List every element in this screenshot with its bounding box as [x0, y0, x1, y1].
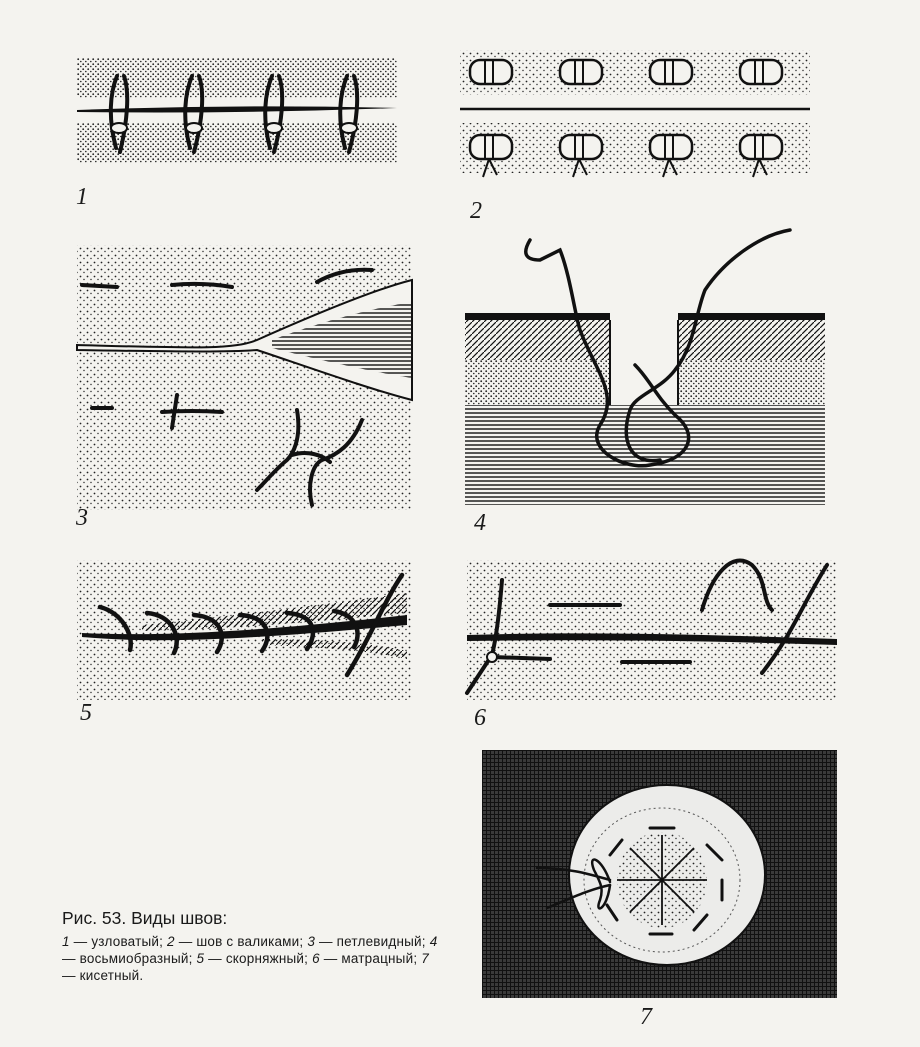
legend-num-2: 2 [167, 934, 175, 949]
figure-7-purse-string-suture [482, 750, 842, 1002]
legend-num-1: 1 [62, 934, 70, 949]
figure-5-number: 5 [80, 700, 92, 726]
legend-num-3: 3 [307, 934, 316, 949]
caption-legend: 1 — узловатый; 2 — шов с валиками; 3 — петлевидный; 4 — восьмиобразный; 5 — скорняжный; 6 — матрацный; 7 — кисетный. [62, 934, 438, 983]
legend-label-5: скорняжный [225, 951, 305, 966]
figure-2-number: 2 [470, 198, 482, 224]
figure-4-figure-eight-suture [460, 220, 830, 510]
legend-num-6: 6 [312, 951, 320, 966]
caption-title: Рис. 53. Виды швов: [62, 908, 228, 928]
legend-label-3: петлевидный [336, 934, 422, 949]
figure-1-number: 1 [76, 184, 88, 210]
legend-label-1: узловатый [91, 934, 160, 949]
legend-label-6: матрацный [341, 951, 414, 966]
figure-6-mattress-suture [462, 555, 840, 705]
legend-num-5: 5 [196, 951, 205, 966]
figure-7-number: 7 [640, 1004, 652, 1030]
figure-4-number: 4 [474, 510, 486, 536]
figure-2-bolster-suture [455, 45, 815, 195]
figure-3-number: 3 [76, 505, 88, 531]
figure-6-number: 6 [474, 705, 486, 731]
figure-1-knotted-suture [72, 48, 402, 178]
legend-label-4: восьмиобразный [79, 951, 189, 966]
legend-label-7: кисетный [79, 968, 140, 983]
figure-5-furrier-suture [72, 555, 417, 705]
figure-3-loop-suture [72, 240, 417, 515]
legend-label-2: шов с валиками [196, 934, 300, 949]
legend-num-7: 7 [421, 951, 429, 966]
figure-caption [62, 908, 442, 984]
legend-num-4: 4 [429, 934, 438, 949]
